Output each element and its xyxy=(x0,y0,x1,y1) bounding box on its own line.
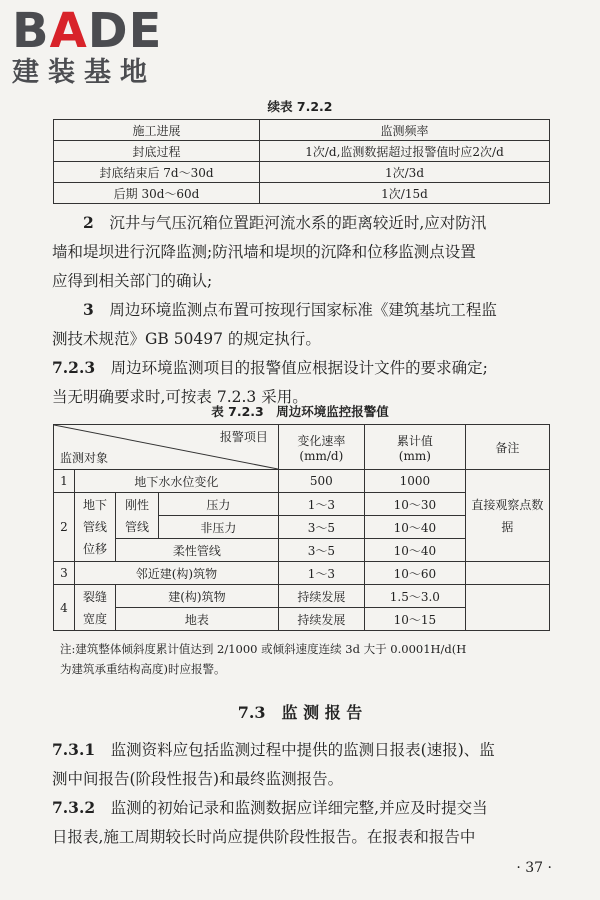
table1-caption: 续表 7.2.2 xyxy=(267,99,333,114)
note-cell: 直接观察点数据 xyxy=(465,470,549,562)
table-row xyxy=(54,425,550,470)
header-item: 报警项目 xyxy=(219,430,268,444)
paragraph-item-3: 3 周边环境监测点布置可按现行国家标准《建筑基坑工程监 测技术规范》GB 50497 的规定执行。 xyxy=(52,300,497,348)
brand-logo xyxy=(12,3,163,88)
table-cell: 地下水水位变化 xyxy=(75,470,279,493)
table-cell: 封底过程 xyxy=(54,141,260,162)
table-row xyxy=(54,562,550,585)
table-cell: 10～40 xyxy=(364,516,465,539)
table-cell: 1次/d,监测数据超过报警值时应2次/d xyxy=(260,141,550,162)
table-cell: 3～5 xyxy=(278,516,364,539)
row-number: 4 xyxy=(54,585,75,631)
table-cell: 3～5 xyxy=(278,539,364,562)
table-row xyxy=(54,120,550,141)
logo-wordmark: BADE xyxy=(12,3,163,59)
table-cell xyxy=(465,562,549,585)
table-note: 注:建筑整体倾斜度累计值达到 2/1000 或倾斜速度连续 3d 大于 0.0001H/d(H 为建筑承重结构高度)时应报警。 xyxy=(60,642,467,676)
environment-alarm-table xyxy=(53,424,550,631)
row-number: 1 xyxy=(54,470,75,493)
header-cell: 施工进展 xyxy=(54,120,260,141)
table-cell: 裂缝宽度 xyxy=(75,585,116,631)
clause-7-3-1: 7.3.1 监测资料应包括监测过程中提供的监测日报表(速报)、监 测中间报告(阶段性报告)和最终监测报告。 xyxy=(52,740,495,788)
table-cell: 1次/15d xyxy=(260,183,550,204)
table-cell: 压力 xyxy=(159,493,279,516)
page-number: · 37 · xyxy=(516,860,552,876)
table-cell: 邻近建(构)筑物 xyxy=(75,562,279,585)
table-cell: 后期 30d～60d xyxy=(54,183,260,204)
table-cell: 10～40 xyxy=(364,539,465,562)
table-cell: 1000 xyxy=(364,470,465,493)
table-cell: 1～3 xyxy=(278,493,364,516)
diagonal-header-cell xyxy=(54,425,279,470)
table-cell: 封底结束后 7d～30d xyxy=(54,162,260,183)
paragraph-item-2: 2 沉井与气压沉箱位置距河流水系的距离较近时,应对防汛 墙和堤坝进行沉降监测;防汛墙和堤坝的沉降和位移监测点设置 应得到相关部门的确认; xyxy=(52,213,487,290)
table-cell: 10～30 xyxy=(364,493,465,516)
table-cell: 持续发展 xyxy=(278,585,364,608)
header-cell: 备注 xyxy=(465,425,549,470)
table-row xyxy=(54,183,550,204)
table-cell xyxy=(465,585,549,631)
clause-7-2-3: 7.2.3 周边环境监测项目的报警值应根据设计文件的要求确定; 当无明确要求时,可按表 7.2.3 采用。 xyxy=(52,358,488,406)
table-cell: 10～15 xyxy=(364,608,465,631)
table-row xyxy=(54,470,550,493)
monitoring-frequency-table xyxy=(53,119,550,204)
row-number: 2 xyxy=(54,493,75,562)
header-cell: 监测频率 xyxy=(260,120,550,141)
table2-caption: 表 7.2.3 周边环境监控报警值 xyxy=(211,404,389,419)
table-cell: 500 xyxy=(278,470,364,493)
table-row xyxy=(54,162,550,183)
table-cell: 持续发展 xyxy=(278,608,364,631)
table-cell: 刚性管线 xyxy=(116,493,159,539)
table-cell: 柔性管线 xyxy=(116,539,279,562)
table-cell: 地下管线位移 xyxy=(75,493,116,562)
table-cell: 地表 xyxy=(116,608,279,631)
row-number: 3 xyxy=(54,562,75,585)
table-cell: 1～3 xyxy=(278,562,364,585)
table-cell: 1.5～3.0 xyxy=(364,585,465,608)
table-cell: 1次/3d xyxy=(260,162,550,183)
table-cell: 非压力 xyxy=(159,516,279,539)
table-row xyxy=(54,585,550,608)
header-cell: 变化速率 (mm/d) xyxy=(278,425,364,470)
header-cell: 累计值 (mm) xyxy=(364,425,465,470)
table-cell: 10～60 xyxy=(364,562,465,585)
section-title: 7.3 监 测 报 告 xyxy=(237,703,363,722)
table-row xyxy=(54,141,550,162)
header-object: 监测对象 xyxy=(60,451,109,465)
logo-subtitle: 建装基地 xyxy=(12,57,156,88)
clause-7-3-2: 7.3.2 监测的初始记录和监测数据应详细完整,并应及时提交当 日报表,施工周期较长时尚应提供阶段性报告。在报表和报告中 xyxy=(52,798,488,846)
table-cell: 建(构)筑物 xyxy=(116,585,279,608)
